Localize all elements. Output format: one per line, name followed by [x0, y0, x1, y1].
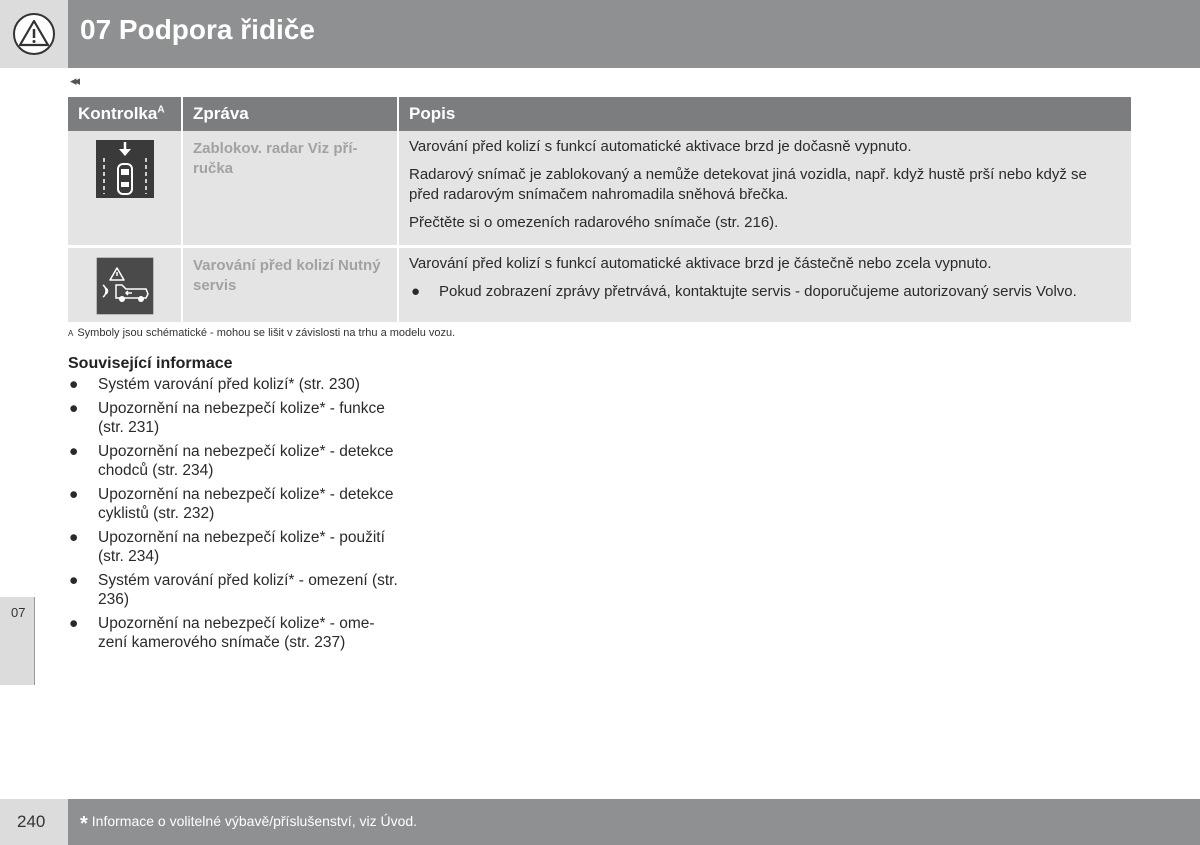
footer-note — [80, 813, 417, 836]
list-item[interactable] — [68, 614, 408, 652]
footnote-marker: A — [157, 104, 165, 116]
bullet-dot-icon: ● — [411, 283, 421, 300]
bullet-text: Pokud zobrazení zprávy přetrvává, kontaktujte servis - doporučujeme autorizovaný servis Volvo. — [439, 283, 1077, 300]
asterisk-marker: * — [80, 813, 88, 835]
table-footnote — [68, 327, 455, 339]
bullet-dot-icon: ● — [69, 486, 79, 503]
page-title: 07 Podpora řidiče — [80, 14, 315, 45]
bullet-dot-icon: ● — [69, 529, 79, 546]
bullet-dot-icon: ● — [69, 443, 79, 460]
list-item[interactable] — [68, 375, 408, 394]
chapter-side-tab[interactable] — [0, 597, 35, 685]
column-header-popis: Popis — [398, 97, 1131, 131]
description-text: Radarový snímač je zablokovaný a nemůže detekovat jiná vozidla, např. když hustě prší nebo když se před radarovým snímačem nahromadila sněhová břečka. — [409, 166, 1087, 203]
bullet-dot-icon: ● — [69, 615, 79, 632]
message-cell: Zablokov. radar Viz pří- ručka — [182, 131, 398, 247]
related-link[interactable]: Systém varování před kolizí* (str. 230) — [98, 376, 360, 393]
warning-triangle-icon — [12, 12, 56, 56]
message-cell: Varování před kolizí Nutný servis — [182, 247, 398, 324]
collision-warning-icon — [96, 257, 154, 315]
column-header-kontrolka — [68, 97, 182, 131]
related-link[interactable]: Systém varování před kolizí* - omezení (str. 236) — [98, 572, 398, 608]
list-item[interactable] — [68, 571, 408, 609]
footnote-marker: A — [68, 329, 74, 338]
description-cell — [398, 131, 1131, 247]
list-item[interactable] — [68, 442, 408, 480]
footnote-text: Symboly jsou schématické - mohou se lišit v závislosti na trhu a modelu vozu. — [77, 327, 456, 339]
bullet-dot-icon: ● — [69, 376, 79, 393]
table-row — [68, 131, 1131, 247]
description-text: Přečtěte si o omezeních radarového snímače (str. 216). — [409, 214, 779, 231]
indicator-cell — [68, 131, 182, 247]
related-link[interactable]: Upozornění na nebezpečí kolize* - ome- zení kamerového snímače (str. 237) — [98, 615, 375, 651]
bullet-dot-icon: ● — [69, 400, 79, 417]
indicator-cell — [68, 247, 182, 324]
column-header-zprava: Zpráva — [182, 97, 398, 131]
related-info-list — [68, 375, 408, 657]
column-header-label: Kontrolka — [78, 104, 158, 123]
chapter-number: 07 — [11, 605, 26, 620]
list-item[interactable] — [68, 399, 408, 437]
list-item[interactable] — [68, 485, 408, 523]
footer-note-text: Informace o volitelné výbavě/příslušenství, viz Úvod. — [91, 813, 418, 829]
table-header-row — [68, 97, 1131, 131]
related-link[interactable]: Upozornění na nebezpečí kolize* - detekce cyklistů (str. 232) — [98, 486, 394, 522]
related-link[interactable]: Upozornění na nebezpečí kolize* - funkce (str. 231) — [98, 400, 385, 436]
bullet-dot-icon: ● — [69, 572, 79, 589]
description-bullet — [409, 282, 1121, 302]
description-text: Varování před kolizí s funkcí automatické aktivace brzd je částečně nebo zcela vypnuto. — [409, 255, 992, 272]
related-link[interactable]: Upozornění na nebezpečí kolize* - detekce chodců (str. 234) — [98, 443, 394, 479]
list-item[interactable] — [68, 528, 408, 566]
related-info-heading: Související informace — [68, 355, 233, 372]
table-row — [68, 247, 1131, 324]
description-cell — [398, 247, 1131, 324]
related-link[interactable]: Upozornění na nebezpečí kolize* - použití (str. 234) — [98, 529, 385, 565]
warning-messages-table — [68, 97, 1131, 325]
blocked-radar-icon — [96, 140, 154, 198]
back-arrows-icon[interactable]: ◂◂ — [70, 73, 78, 88]
description-text: Varování před kolizí s funkcí automatické aktivace brzd je dočasně vypnuto. — [409, 138, 912, 155]
page-number: 240 — [17, 812, 46, 831]
